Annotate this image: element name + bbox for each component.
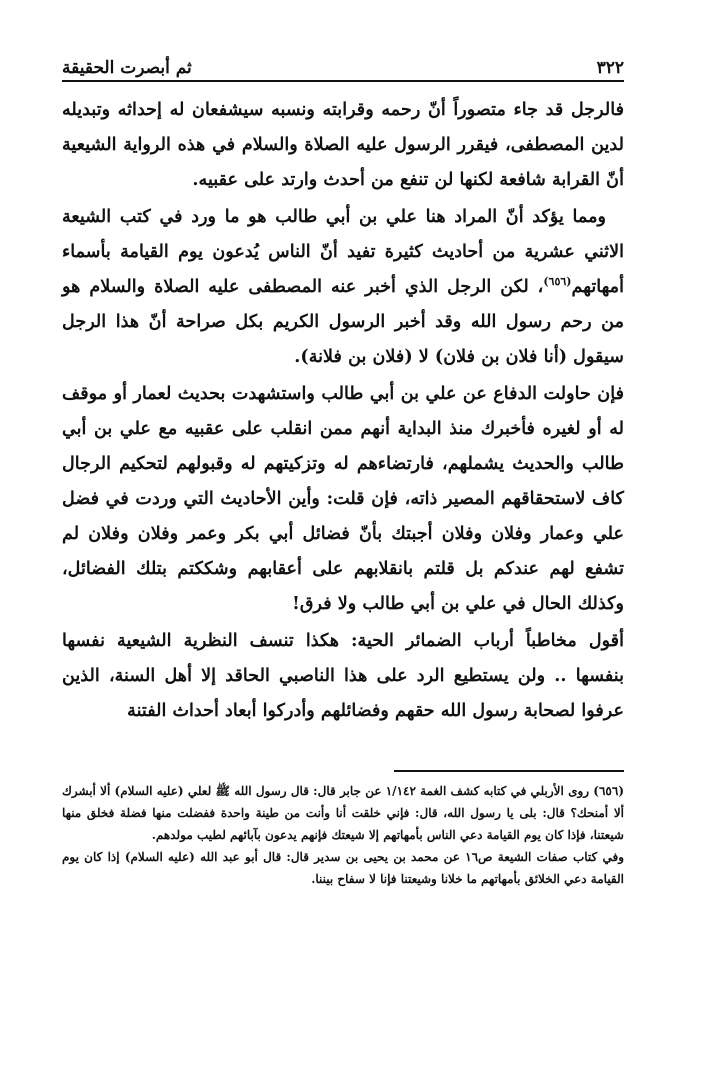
paragraph: فإن حاولت الدفاع عن علي بن أبي طالب واستشهدت بحديث لعمار أو موقف له أو لغيره فأخبرك منذ البداية أنهم ممن انقلب على عقبيه مع علي بن أبي طالب والحديث يشملهم، فارتضاءهم له وتزكيتهم له وقبولهم لتحكيم الرجال كاف لاستحقاقهم المصير ذاته، فإن قلت: وأين الأحاديث التي وردت في فضل علي وعمار وفلان وفلان أجبتك بأنّ فضائل أبي بكر وعمر وفلان وفلان لم تشفع لهم عندكم بل قلتم بانقلابهم على أعقابهم وشككتم بتلك الفضائل، وكذلك الحال في علي بن أبي طالب ولا فرق!: [62, 383, 624, 614]
running-title: ثم أبصرت الحقيقة: [62, 58, 192, 78]
footnote-reference[interactable]: (٦٥٦): [543, 275, 572, 289]
page-header: [62, 52, 624, 78]
footnote-rule: [394, 770, 624, 772]
footnote: (٦٥٦) روى الأربلي في كتابه كشف الغمة ١/١٤٢ عن جابر قال: قال رسول الله ﷺ لعلي (عليه السلام) ألا أبشرك ألا أمنحك؟ قال: بلى يا رسول الله، قال: فإني خلقت أنا وأنت من طينة واحدة ففضلت منها فضلة فخلق منها شيعتنا، فإذا كان يوم القيامة دعي الناس بأمهاتهم إلا شيعتك فإنهم يدعون بآبائهم لطيب مولدهم.: [62, 784, 624, 842]
footnotes: [62, 780, 624, 890]
paragraph-text: ومما يؤكد أنّ المراد هنا علي بن أبي طالب هو ما ورد في كتب الشيعة الاثني عشرية من أحاديث كثيرة تفيد أنّ الناس يُدعون يوم القيامة بأسماء أمهاتهم: [62, 206, 624, 297]
paragraph: فالرجل قد جاء متصوراً أنّ رحمه وقرابته ونسبه سيشفعان له إحداثه وتبديله لدين المصطفى، فيقرر الرسول عليه الصلاة والسلام في هذه الرواية الشيعية أنّ القرابة شافعة لكنها لن تنفع من أحدث وارتد على عقبيه.: [62, 99, 624, 190]
paragraph: [62, 199, 624, 374]
book-page: [62, 52, 624, 890]
page-number: ٣٢٢: [596, 58, 624, 78]
header-rule: [62, 80, 624, 82]
main-text: [62, 92, 624, 728]
paragraph: أقول مخاطباً أرباب الضمائر الحية: هكذا تنسف النظرية الشيعية نفسها بنفسها .. ولن يستطيع الرد على هذا الناصبي الحاقد إلا أهل السنة، الذين عرفوا لصحابة رسول الله حقهم وفضائلهم وأدركوا أبعاد أحداث الفتنة: [62, 630, 624, 721]
footnote: وفي كتاب صفات الشيعة ص١٦ عن محمد بن يحيى بن سدير قال: قال أبو عبد الله (عليه السلام) إذا كان يوم القيامة دعي الخلائق بأمهاتهم ما خلانا وشيعتنا فإنا لا سفاح بيننا.: [62, 850, 624, 886]
paragraph-text: ، لكن الرجل الذي أخبر عنه المصطفى عليه الصلاة والسلام هو من رحم رسول الله وقد أخبر الرسول الكريم بكل صراحة أنّ هذا الرجل سيقول (أنا فلان بن فلان) لا (فلان بن فلانة).: [62, 276, 624, 367]
